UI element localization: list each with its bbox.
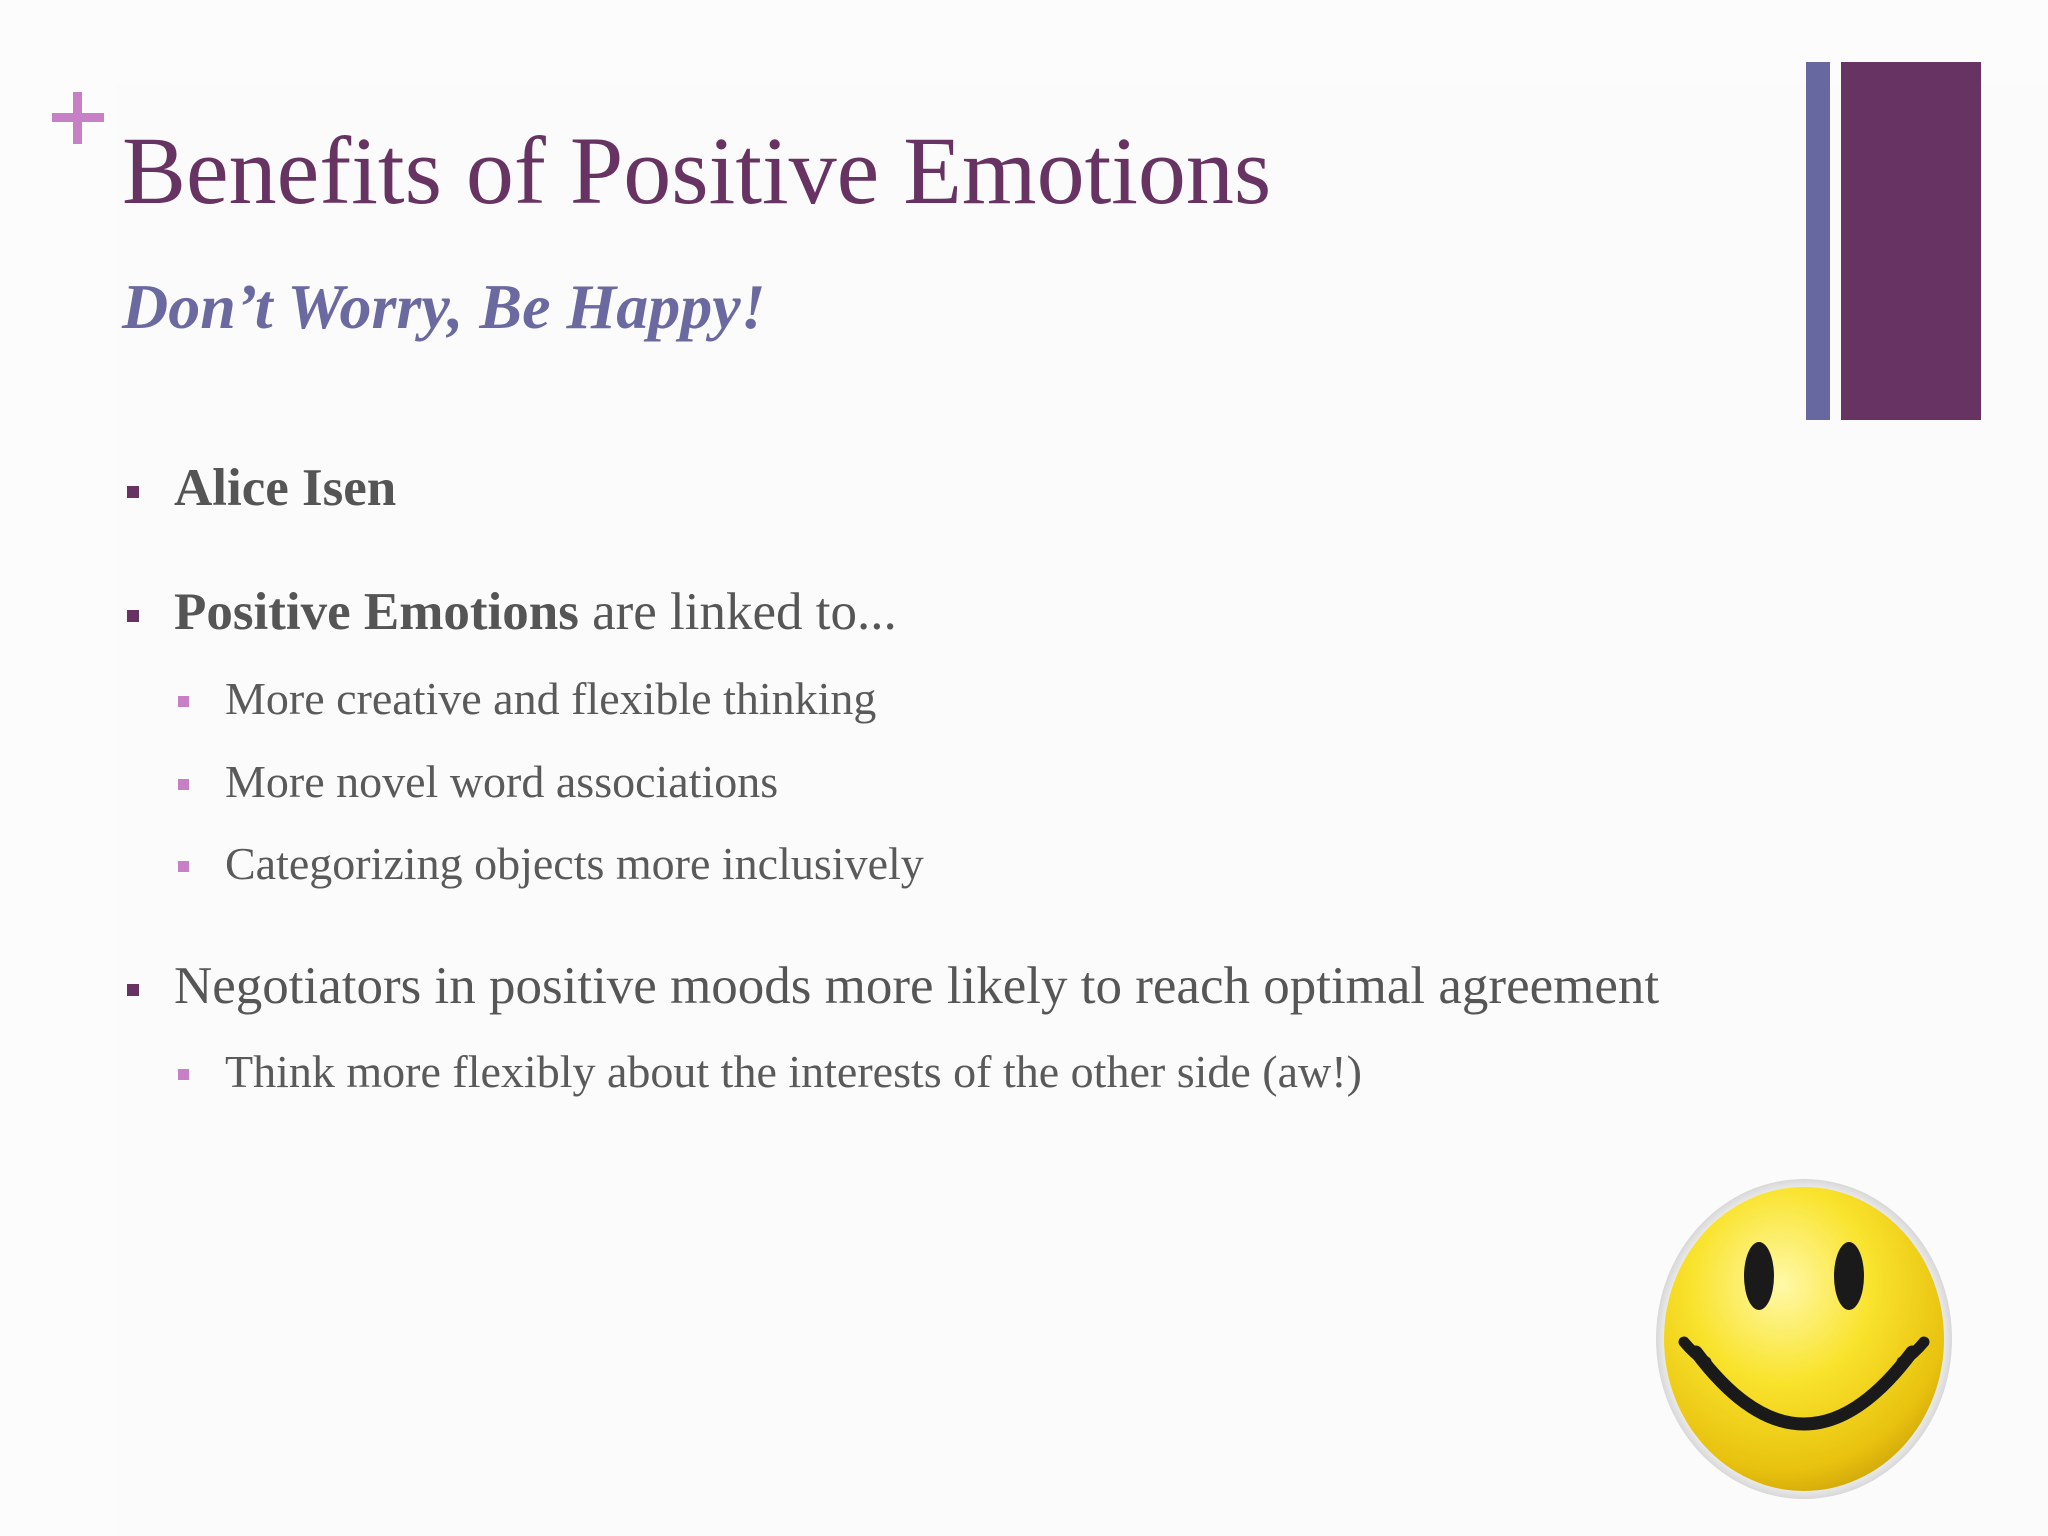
plus-icon [48, 88, 108, 148]
sub-bullet-marker [178, 696, 189, 707]
bullet-item [174, 582, 897, 642]
sub-bullet-marker [178, 779, 189, 790]
sub-bullet-item: Categorizing objects more inclusively [225, 838, 924, 889]
bullet-marker [127, 984, 139, 996]
sub-bullet-item: More creative and flexible thinking [225, 673, 877, 724]
slide-subtitle: Don’t Worry, Be Happy! [122, 271, 766, 342]
bullet-marker [127, 610, 139, 622]
sub-bullet-marker [178, 1069, 189, 1080]
bullet-bold-text: Alice Isen [174, 459, 397, 517]
smiley-face-icon [1654, 1176, 1954, 1502]
decorative-bar-left [1806, 62, 1830, 420]
bullet-item: Negotiators in positive moods more likely to reach optimal agreement [174, 957, 1660, 1015]
sub-bullet-item: Think more flexibly about the interests of the other side (aw!) [225, 1046, 1362, 1097]
sub-bullet-item: More novel word associations [225, 756, 779, 807]
bullet-item [174, 458, 396, 518]
bullet-bold-text: Positive Emotions [174, 583, 579, 641]
slide-title: Benefits of Positive Emotions [122, 117, 1272, 224]
sub-bullet-marker [178, 861, 189, 872]
decorative-bar-right [1841, 62, 1981, 420]
bullet-text: are linked to... [578, 583, 897, 641]
bullet-marker [127, 486, 139, 498]
